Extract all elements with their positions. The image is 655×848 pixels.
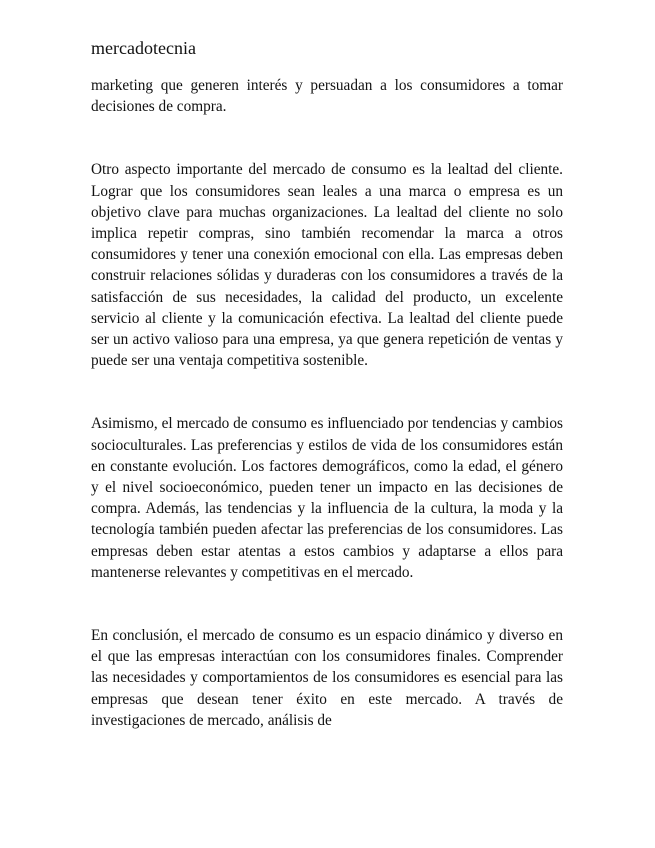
paragraph-tendencias: Asimismo, el mercado de consumo es influenciado por tendencias y cambios socioculturales. Las preferencias y estilos de vida de los consumidores están en constante evolución. Los factores demográficos, como la edad, el género y el nivel socioeconómico, pueden tener un impacto en las decisiones de compra. Además, las tendencias y la influencia de la cultura, la moda y la tecnología también pueden afectar las preferencias de los consumidores. Las empresas deben estar atentas a estos cambios y adaptarse a ellos para mantenerse relevantes y competitivas en el mercado. [91, 415, 563, 581]
paragraph-conclusion: En conclusión, el mercado de consumo es un espacio dinámico y diverso en el que las empresas interactúan con los consumidores finales. Comprender las necesidades y comportamientos de los consumidores es esencial para las empresas que desean tener éxito en este mercado. A través de investigaciones de mercado, análisis de [91, 627, 563, 729]
paragraph-continuation: marketing que generen interés y persuadan a los consumidores a tomar decisiones de compra. [91, 77, 563, 116]
running-header: mercadotecnia [91, 38, 196, 58]
paragraph-lealtad: Otro aspecto importante del mercado de consumo es la lealtad del cliente. Lograr que los consumidores sean leales a una marca o empresa es un objetivo clave para muchas organizaciones. La lealtad del cliente no solo implica repetir compras, sino también recomendar la marca a otros consumidores y tener una conexión emocional con ella. Las empresas deben construir relaciones sólidas y duraderas con los consumidores a través de la satisfacción de sus necesidades, la calidad del producto, un excelente servicio al cliente y la comunicación efectiva. La lealtad del cliente puede ser un activo valioso para una empresa, ya que genera repetición de ventas y puede ser una ventaja competitiva sostenible. [91, 161, 563, 370]
document-page [91, 36, 563, 731]
